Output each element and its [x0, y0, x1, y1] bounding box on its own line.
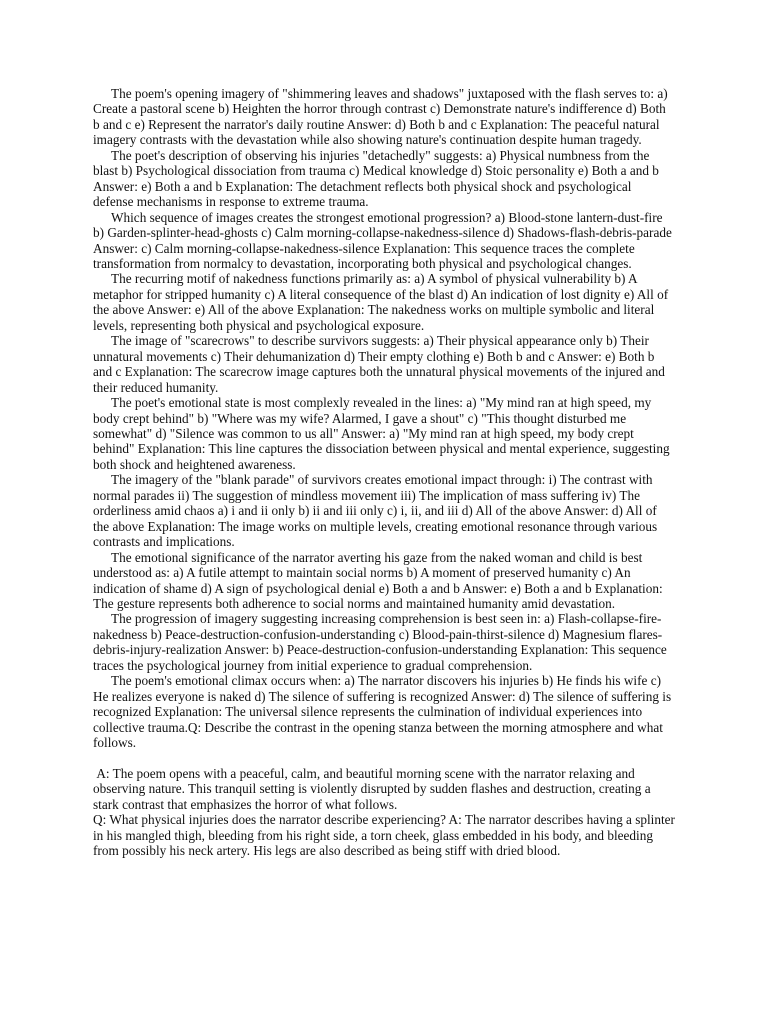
- blank-line: [93, 750, 675, 765]
- question-paragraph-2: The poet's description of observing his injuries "detachedly" suggests: a) Physical numbness from the blast b) Psychological dissociation from trauma c) Medical knowledge d) Stoic personality e) Both a and b Answer: e) Both a and b Explanation: The detachment reflects both physical shock and psychological defense mechanisms in response to extreme trauma.: [93, 147, 659, 210]
- question-paragraph-1: The poem's opening imagery of "shimmering leaves and shadows" juxtaposed with the flash serves to: a) Create a pastoral scene b) Heighten the horror through contrast c) Demonstrate nature's indifference d) Both b and c e) Represent the narrator's daily routine Answer: d) Both b and c Explanation: The peaceful natural imagery contrasts with the devastation while also showing nature's continuation despite human tragedy.: [93, 86, 668, 148]
- question-paragraph-3: Which sequence of images creates the strongest emotional progression? a) Blood-stone lantern-dust-fire b) Garden-splinter-head-ghosts c) Calm morning-collapse-nakedness-silence d) Shadows-flash-debris-parade Answer: c) Calm morning-collapse-nakedness-silence Explanation: This sequence traces the complete transformation from normalcy to devastation, incorporating both physical and psychological changes.: [93, 209, 672, 271]
- question-paragraph-8: The emotional significance of the narrator averting his gaze from the naked woman and child is best understood as: a) A futile attempt to maintain social norms b) A moment of preserved humanity c) An indication of shame d) A sign of psychological denial e) Both a and b Answer: e) Both a and b Explanation: The gesture represents both adherence to social norms and maintained humanity amid devastation.: [93, 549, 663, 611]
- question-paragraph-4: The recurring motif of nakedness functions primarily as: a) A symbol of physical vulnerability b) A metaphor for stripped humanity c) A literal consequence of the blast d) An indication of lost dignity e) All of the above Answer: e) All of the above Explanation: The nakedness works on multiple symbolic and literal levels, representing both physical and psychological exposure.: [93, 271, 669, 333]
- question-paragraph-5: The image of "scarecrows" to describe survivors suggests: a) Their physical appearance only b) Their unnatural movements c) Their dehumanization d) Their empty clothing e) Both b and c Answer: e) Both b and c Explanation: The scarecrow image captures both the unnatural physical movements of the injured and their reduced humanity.: [93, 333, 665, 395]
- document-page: [93, 86, 679, 859]
- answer-paragraph: A: The poem opens with a peaceful, calm, and beautiful morning scene with the narrator relaxing and observing nature. This tranquil setting is violently disrupted by sudden flashes and destruction, creating a stark contrast that emphasizes the horror of what follows.: [93, 765, 654, 812]
- question-paragraph-6: The poet's emotional state is most complexly revealed in the lines: a) "My mind ran at high speed, my body crept behind" b) "Where was my wife? Alarmed, I gave a shout" c) "This thought disturbed me somewhat" d) "Silence was common to us all" Answer: a) "My mind ran at high speed, my body crept behind" Explanation: This line captures the dissociation between physical and mental experience, suggesting both shock and heightened awareness.: [93, 395, 670, 472]
- question-paragraph-7: The imagery of the "blank parade" of survivors creates emotional impact through: i) The contrast with normal parades ii) The suggestion of mindless movement iii) The implication of mass suffering iv) The orderliness amid chaos a) i and ii only b) ii and iii only c) i, ii, and iii d) All of the above Answer: d) All of the above Explanation: The image works on multiple levels, creating emotional resonance through various contrasts and implications.: [93, 472, 658, 550]
- question-paragraph-10: The poem's emotional climax occurs when: a) The narrator discovers his injuries b) He finds his wife c) He realizes everyone is naked d) The silence of suffering is recognized Answer: d) The silence of suffering is recognized Explanation: The universal silence represents the culmination of individual experiences into collective trauma.Q: Describe the contrast in the opening stanza between the morning atmosphere and what follows.: [93, 673, 672, 751]
- qa-paragraph: Q: What physical injuries does the narrator describe experiencing? A: The narrator describes having a splinter in his mangled thigh, bleeding from his right side, a torn cheek, glass embedded in his body, and bleeding from possibly his neck artery. His legs are also described as being stiff with dried blood.: [93, 812, 679, 859]
- question-paragraph-9: The progression of imagery suggesting increasing comprehension is best seen in: a) Flash-collapse-fire-nakedness b) Peace-destruction-confusion-understanding c) Blood-pain-thirst-silence d) Magnesium flares-debris-injury-realization Answer: b) Peace-destruction-confusion-understanding Explanation: This sequence traces the psychological journey from initial experience to gradual comprehension.: [93, 611, 667, 673]
